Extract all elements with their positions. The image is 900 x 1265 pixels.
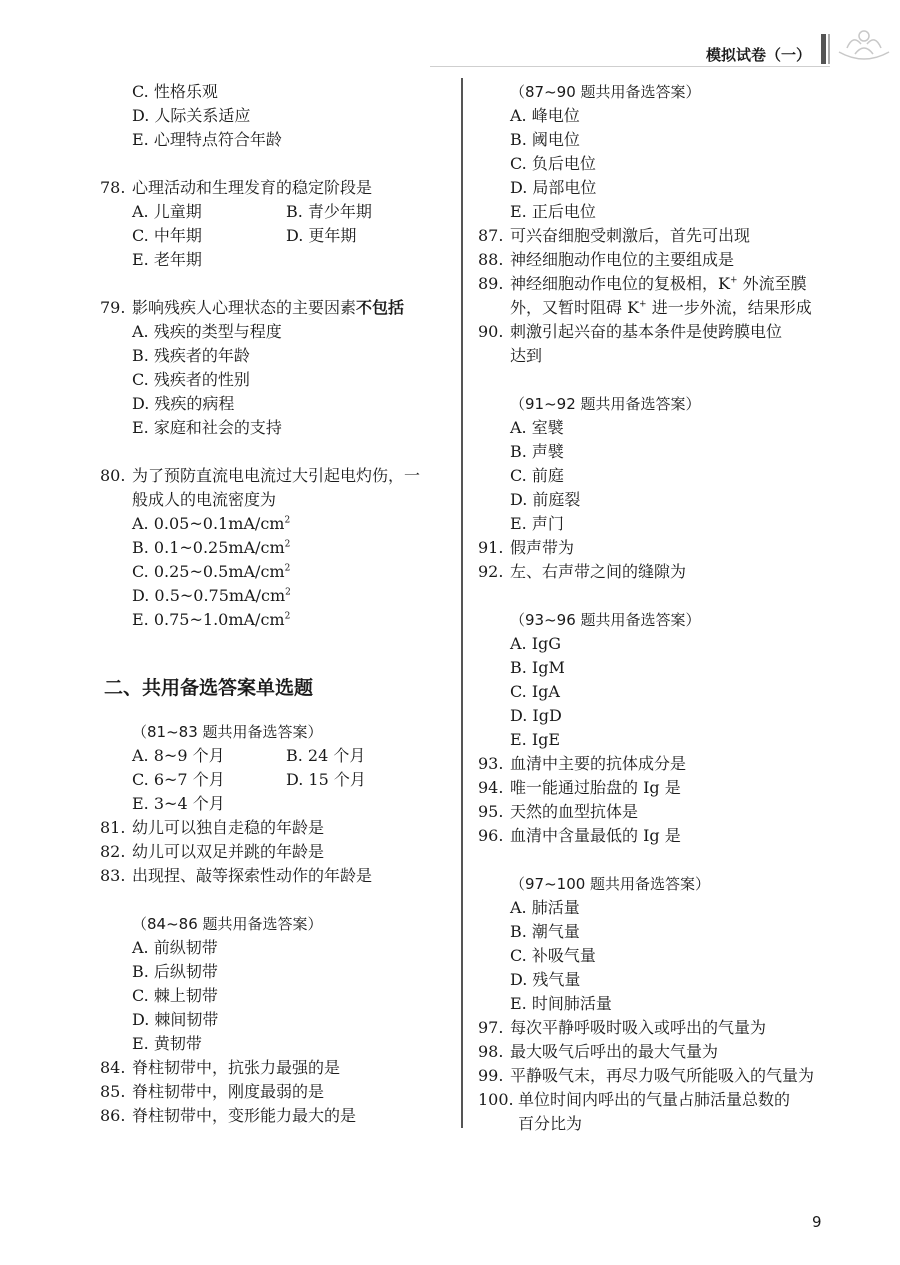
option: E. 心理特点符合年龄 [132,130,282,149]
question-text-line: 单位时间内呼出的气量占肺活量总数的 [518,1090,791,1109]
question-text-line: 达到 [510,346,543,365]
question-94: 94. 唯一能通过胎盘的 Ig 是 [478,778,681,797]
option: C. $0.25\sim 0.5mA/cm^2$ [132,562,291,581]
question-78 [100,176,452,200]
question-87: 87. 可兴奋细胞受刺激后，首先可出现 [478,226,751,245]
group-title: （87~90 题共用备选答案） [510,83,701,101]
option: A. 肺活量 [510,898,580,917]
option: C. 前庭 [510,466,564,485]
question-95: 95. 天然的血型抗体是 [478,802,639,821]
left-column [100,80,452,1128]
option: D. 局部电位 [510,178,597,197]
page-number: 9 [812,1213,822,1231]
superscript: 2 [284,611,291,622]
superscript: 2 [284,563,291,574]
question-84: 84. 脊柱韧带中，抗张力最强的是 [100,1058,341,1077]
group-title: （81~83 题共用备选答案） [132,723,323,741]
option: E. IgE [510,730,561,749]
option: A. 室襞 [510,418,564,437]
option: E. 时间肺活量 [510,994,612,1013]
option: A. 残疾的类型与程度 [132,322,282,341]
header-accent-bar [821,34,826,64]
option: C. 性格乐观 [132,82,218,101]
option: D. IgD [510,706,562,725]
column-divider [461,78,463,1128]
option: C. 负后电位 [510,154,596,173]
question-93: 93. 血清中主要的抗体成分是 [478,754,687,773]
option: B. 声襞 [510,442,564,461]
option: D. 更年期 [286,226,357,245]
header-title: 模拟试卷（一） [706,46,812,64]
question-80 [100,464,452,512]
option: B. 24 个月 [286,746,366,765]
question-86: 86. 脊柱韧带中，变形能力最大的是 [100,1106,357,1125]
option: D. 残气量 [510,970,581,989]
header-accent-bar-thin [828,34,830,64]
question-97: 97. 每次平静呼吸时吸入或呼出的气量为 [478,1018,767,1037]
option: B. 残疾者的年龄 [132,346,250,365]
question-98: 98. 最大吸气后呼出的最大气量为 [478,1042,719,1061]
question-83: 83. 出现捏、敲等探索性动作的年龄是 [100,866,373,885]
question-81: 81. 幼儿可以独自走稳的年龄是 [100,818,325,837]
question-82: 82. 幼儿可以双足并跳的年龄是 [100,842,325,861]
question-88: 88. 神经细胞动作电位的主要组成是 [478,250,735,269]
option: E. 黄韧带 [132,1034,202,1053]
header-rule [430,66,830,67]
question-text: 心理活动和生理发育的稳定阶段是 [132,178,373,197]
option: B. 后纵韧带 [132,962,218,981]
option: D. 残疾的病程 [132,394,235,413]
option-row [100,200,452,224]
superscript: 2 [285,587,291,598]
option: B. 阈电位 [510,130,580,149]
superscript: 2 [284,539,291,550]
option: E. 3~4 个月 [132,794,225,813]
option: E. 正后电位 [510,202,596,221]
option: A. 前纵韧带 [132,938,218,957]
option: D. $0.5\sim 0.75mA/cm^2$ [132,586,291,605]
group-title: （93~96 题共用备选答案） [510,611,701,629]
option: A. 儿童期 [132,202,202,221]
question-text-line: 百分比为 [518,1114,583,1133]
question-text-line: 为了预防直流电电流过大引起电灼伤，一 [132,466,421,485]
option: B. 潮气量 [510,922,580,941]
option-row [100,744,452,768]
option: C. 中年期 [132,226,202,245]
group-title: （91~92 题共用备选答案） [510,395,701,413]
option: D. 前庭裂 [510,490,581,509]
question-99: 99. 平静吸气末，再尽力吸气所能吸入的气量为 [478,1066,815,1085]
option-row [100,768,452,792]
option: E. 家庭和社会的支持 [132,418,282,437]
option: E. 声门 [510,514,564,533]
group-title: （84~86 题共用备选答案） [132,915,323,933]
option: A. 8~9 个月 [132,746,225,765]
option: C. 补吸气量 [510,946,596,965]
option: A. $0.05\sim 0.1mA/cm^2$ [132,514,291,533]
question-text-line: 外，又暂时阻碍 K+ 进一步外流，结果形成 [510,298,812,317]
question-emphasis: 不包括 [356,298,405,317]
option: A. 峰电位 [510,106,580,125]
option: C. 6~7 个月 [132,770,225,789]
question-89: 89. 神经细胞动作电位的复极相，K+ 外流至膜 外，又暂时阻碍 K+ 进一步外流，结果形成 [478,272,830,320]
section-title: 二、共用备选答案单选题 [104,677,314,699]
question-text-line: 般成人的电流密度为 [132,490,277,509]
superscript: 2 [284,515,291,526]
option: E. 老年期 [132,250,202,269]
option-row [100,224,452,248]
option: B. IgM [510,658,565,677]
option: C. IgA [510,682,560,701]
option: E. $0.75\sim 1.0mA/cm^2$ [132,610,291,629]
publisher-logo-icon [833,22,895,62]
question-92: 92. 左、右声带之间的缝隙为 [478,562,687,581]
option: B. $0.1\sim 0.25mA/cm^2$ [132,538,291,557]
question-text: 影响残疾人心理状态的主要因素 [132,298,357,317]
group-title: （97~100 题共用备选答案） [510,875,711,893]
option: C. 残疾者的性别 [132,370,250,389]
question-text-line: 刺激引起兴奋的基本条件是使跨膜电位 [510,322,783,341]
question-91: 91. 假声带为 [478,538,575,557]
question-100: 100. 单位时间内呼出的气量占肺活量总数的 百分比为 [478,1088,830,1136]
superscript: + [639,299,647,310]
option: B. 青少年期 [286,202,372,221]
option: C. 棘上韧带 [132,986,218,1005]
question-text-line: 神经细胞动作电位的复极相，K+ 外流至膜 [510,274,807,293]
question-number: 79. [100,298,126,317]
option: D. 15 个月 [286,770,366,789]
question-79 [100,296,452,320]
superscript: + [729,275,738,286]
question-85: 85. 脊柱韧带中，刚度最弱的是 [100,1082,325,1101]
question-number: 78. [100,178,126,197]
option: D. 人际关系适应 [132,106,251,125]
option: A. IgG [510,634,562,653]
right-column [478,80,830,1136]
option: D. 棘间韧带 [132,1010,219,1029]
question-90: 90. 刺激引起兴奋的基本条件是使跨膜电位 达到 [478,320,830,368]
question-96: 96. 血清中含量最低的 Ig 是 [478,826,681,845]
question-number: 80. [100,466,126,485]
